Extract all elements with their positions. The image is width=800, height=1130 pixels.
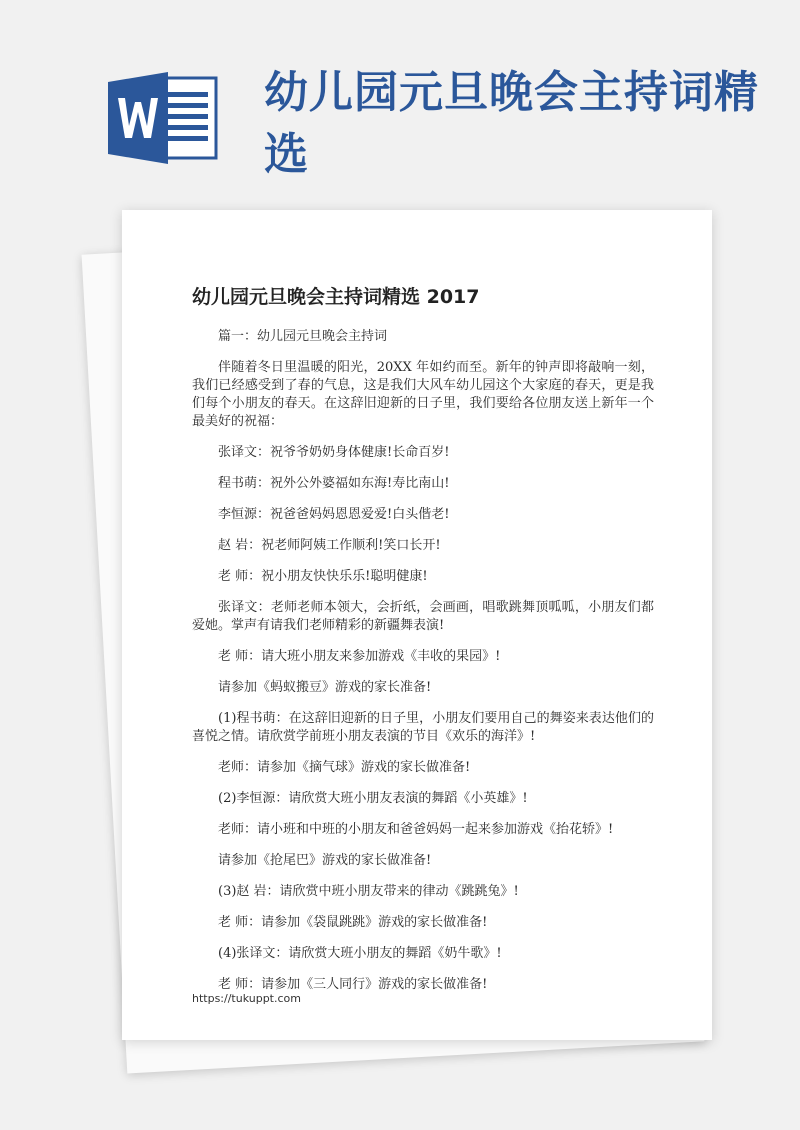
paragraph: 老 师：请参加《三人同行》游戏的家长做准备! — [218, 977, 488, 992]
paragraph: 伴随着冬日里温暖的阳光，20XX 年如约而至。新年的钟声即将敲响一刻，我们已经感受到了春的气息，这是我们大风车幼儿园这个大家庭的春天，更是我们每个小朋友的春天。在这辞旧迎新的日子里，我们要给各位朋友送上新年一个最美好的祝福： — [192, 360, 654, 429]
footer-url: https://tukuppt.com — [192, 992, 301, 1005]
paragraph: (1)程书萌：在这辞旧迎新的日子里，小朋友们要用自己的舞姿来表达他们的喜悦之情。请欣赏学前班小朋友表演的节目《欢乐的海洋》! — [192, 711, 654, 744]
paragraph: 李恒源：祝爸爸妈妈恩恩爱爱!白头偕老! — [218, 507, 450, 522]
document-page — [122, 210, 712, 1040]
page-title: 幼儿园元旦晚会主持词精选 — [264, 67, 759, 180]
paragraph: 老师：请小班和中班的小朋友和爸爸妈妈一起来参加游戏《抬花轿》! — [218, 822, 614, 837]
paragraph: 老 师：请大班小朋友来参加游戏《丰收的果园》! — [218, 649, 501, 664]
document-body — [192, 328, 654, 1007]
paragraph: 程书萌：祝外公外婆福如东海!寿比南山! — [218, 476, 450, 491]
paragraph: 篇一：幼儿园元旦晚会主持词 — [218, 329, 388, 344]
paragraph: 老师：请参加《摘气球》游戏的家长做准备! — [218, 760, 471, 775]
paragraph: (3)赵 岩：请欣赏中班小朋友带来的律动《跳跳兔》! — [218, 884, 519, 899]
paragraph: 老 师：祝小朋友快快乐乐!聪明健康! — [218, 569, 428, 584]
paragraph: 老 师：请参加《袋鼠跳跳》游戏的家长做准备! — [218, 915, 488, 930]
paragraph: 请参加《蚂蚁搬豆》游戏的家长准备! — [218, 680, 432, 695]
word-document-icon — [108, 72, 218, 164]
paragraph: 张译文：祝爷爷奶奶身体健康!长命百岁! — [218, 445, 450, 460]
paragraph: 张译文：老师老师本领大，会折纸，会画画，唱歌跳舞顶呱呱，小朋友们都爱她。掌声有请我们老师精彩的新疆舞表演! — [192, 600, 654, 633]
paragraph: (2)李恒源：请欣赏大班小朋友表演的舞蹈《小英雄》! — [218, 791, 528, 806]
paragraph: 请参加《抢尾巴》游戏的家长做准备! — [218, 853, 432, 868]
paragraph: 赵 岩：祝老师阿姨工作顺利!笑口长开! — [218, 538, 441, 553]
paragraph: (4)张译文：请欣赏大班小朋友的舞蹈《奶牛歌》! — [218, 946, 502, 961]
document-title: 幼儿园元旦晚会主持词精选 2017 — [192, 286, 480, 308]
